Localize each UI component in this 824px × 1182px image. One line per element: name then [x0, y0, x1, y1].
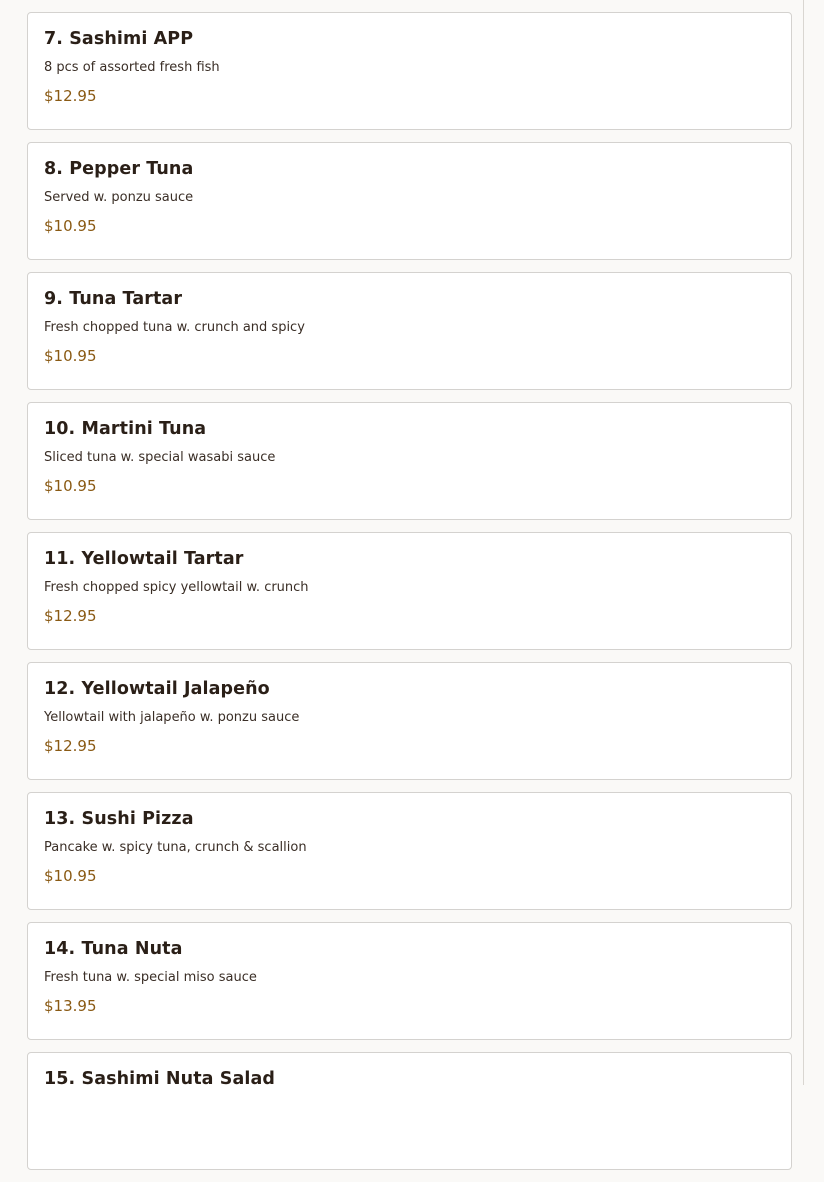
menu-item-price: $12.95: [44, 737, 97, 755]
menu-item-description: Sliced tuna w. special wasabi sauce: [44, 450, 276, 465]
menu-item-list: [27, 12, 792, 1182]
menu-item-title: 13. Sushi Pizza: [44, 809, 194, 829]
menu-item-description: Fresh tuna w. special miso sauce: [44, 970, 257, 985]
menu-item-price: $10.95: [44, 347, 97, 365]
menu-item-description: Pancake w. spicy tuna, crunch & scallion: [44, 840, 307, 855]
menu-item-price: $10.95: [44, 217, 97, 235]
menu-item-card[interactable]: [27, 792, 792, 910]
menu-item-card[interactable]: [27, 922, 792, 1040]
menu-item-card[interactable]: [27, 662, 792, 780]
menu-item-description: Served w. ponzu sauce: [44, 190, 194, 205]
menu-item-card[interactable]: [27, 532, 792, 650]
menu-item-price: $10.95: [44, 867, 97, 885]
menu-item-card[interactable]: [27, 142, 792, 260]
menu-item-description: Fresh chopped spicy yellowtail w. crunch: [44, 580, 309, 595]
menu-item-title: 11. Yellowtail Tartar: [44, 549, 244, 569]
menu-item-title: 10. Martini Tuna: [44, 419, 207, 439]
menu-item-card[interactable]: [27, 402, 792, 520]
menu-item-title: 8. Pepper Tuna: [44, 159, 194, 179]
menu-item-card[interactable]: [27, 1052, 792, 1170]
menu-item-description: Fresh chopped tuna w. crunch and spicy: [44, 320, 305, 335]
menu-item-card[interactable]: [27, 272, 792, 390]
menu-item-title: 14. Tuna Nuta: [44, 939, 183, 959]
menu-item-price: $13.95: [44, 997, 97, 1015]
menu-item-price: $12.95: [44, 607, 97, 625]
menu-item-title: 7. Sashimi APP: [44, 29, 194, 49]
menu-item-title: 15. Sashimi Nuta Salad: [44, 1069, 276, 1089]
menu-item-price: $12.95: [44, 87, 97, 105]
menu-item-card[interactable]: [27, 12, 792, 130]
menu-item-description: 8 pcs of assorted fresh fish: [44, 60, 220, 75]
menu-item-title: 9. Tuna Tartar: [44, 289, 183, 309]
menu-item-description: Yellowtail with jalapeño w. ponzu sauce: [44, 710, 300, 725]
menu-item-title: 12. Yellowtail Jalapeño: [44, 679, 270, 699]
menu-item-price: $10.95: [44, 477, 97, 495]
